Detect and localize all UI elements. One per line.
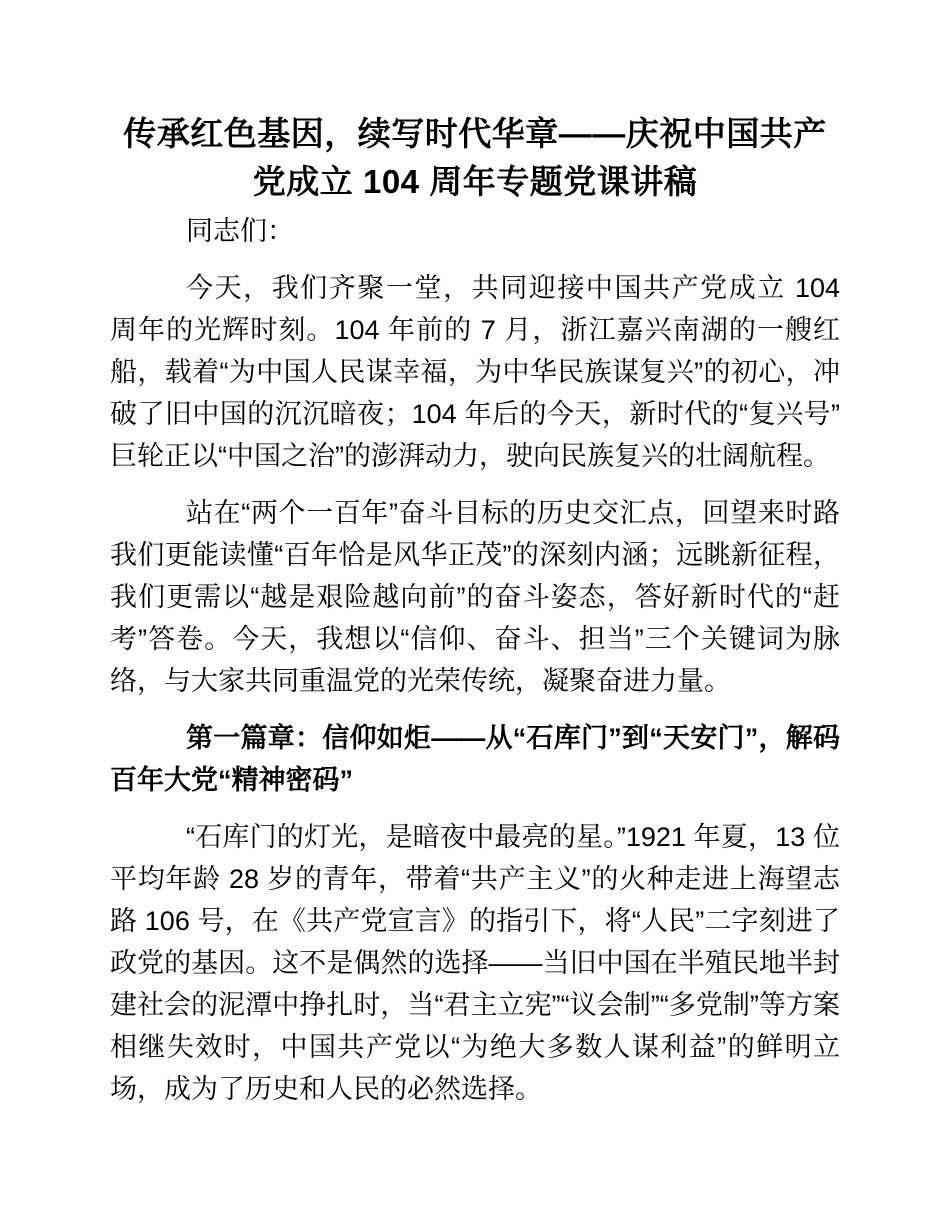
body-paragraph-2: 站在“两个一百年”奋斗目标的历史交汇点，回望来时路我们更能读懂“百年恰是风华正茂”的深刻内涵；远眺新征程，我们更需以“越是艰险越向前”的奋斗姿态，答好新时代的“赶考”答卷。今天，我想以“信仰、奋斗、担当”三个关键词为脉络，与大家共同重温党的光荣传统，凝聚奋进力量。 (110, 498, 840, 696)
section-heading: 第一篇章：信仰如炬——从“石库门”到“天安门”，解码百年大党“精神密码” (110, 723, 840, 795)
body-paragraph-3: “石库门的灯光，是暗夜中最亮的星。”1921 年夏，13 位平均年龄 28 岁的青年，带着“共产主义”的火种走进上海望志路 106 号，在《共产党宣言》的指引下，将“人民”二字刻进了政党的基因。这不是偶然的选择——当旧中国在半殖民地半封建社会的泥潭中挣扎时，当“君主立宪”“议会制”“多党制”等方案相继失效时，中国共产党以“为绝大多数人谋利益”的鲜明立场，成为了历史和人民的必然选择。 (110, 822, 840, 1104)
document-title: 传承红色基因，续写时代华章——庆祝中国共产党成立 104 周年专题党课讲稿 (123, 115, 827, 200)
body-paragraph-1: 今天，我们齐聚一堂，共同迎接中国共产党成立 104 周年的光辉时刻。104 年前的 7 月，浙江嘉兴南湖的一艘红船，载着“为中国人民谋幸福，为中华民族谋复兴”的初心，冲破了旧中国的沉沉暗夜；104 年后的今天，新时代的“复兴号”巨轮正以“中国之治”的澎湃动力，驶向民族复兴的壮阔航程。 (110, 273, 840, 471)
salutation-paragraph: 同志们： (186, 216, 294, 246)
